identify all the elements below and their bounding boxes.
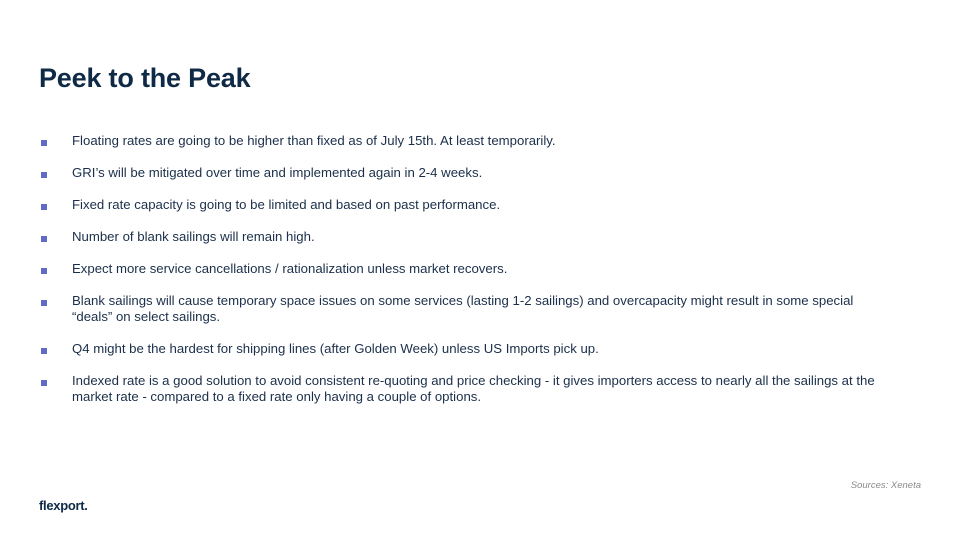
square-bullet-icon <box>40 165 72 181</box>
square-bullet-icon <box>40 133 72 149</box>
slide-title: Peek to the Peak <box>39 63 251 93</box>
bullet-text: GRI’s will be mitigated over time and implemented again in 2-4 weeks. <box>72 165 483 180</box>
bullet-text: Q4 might be the hardest for shipping lines (after Golden Week) unless US Imports pick up. <box>72 341 599 356</box>
bullet-text: Blank sailings will cause temporary space issues on some services (lasting 1-2 sailings) and overcapacity might result in some special “deals” on select sailings. <box>72 293 854 324</box>
source-note: Sources: Xeneta <box>850 480 921 491</box>
list-item <box>40 229 880 245</box>
square-bullet-icon <box>40 261 72 277</box>
square-bullet-icon <box>40 341 72 357</box>
list-item <box>40 165 880 181</box>
square-bullet-icon <box>40 293 72 309</box>
bullet-text: Number of blank sailings will remain high. <box>72 229 315 244</box>
bullet-text: Expect more service cancellations / rationalization unless market recovers. <box>72 261 508 276</box>
bullet-text: Indexed rate is a good solution to avoid consistent re-quoting and price checking - it gives importers access to nearly all the sailings at the market rate - compared to a fixed rate only having a couple of options. <box>72 373 875 404</box>
list-item <box>40 261 880 277</box>
list-item <box>40 293 880 325</box>
list-item <box>40 133 880 149</box>
list-item <box>40 373 880 405</box>
square-bullet-icon <box>40 229 72 245</box>
list-item <box>40 341 880 357</box>
bullet-text: Fixed rate capacity is going to be limited and based on past performance. <box>72 197 501 212</box>
list-item <box>40 197 880 213</box>
flexport-logo: flexport. <box>39 498 88 513</box>
bullet-text: Floating rates are going to be higher than fixed as of July 15th. At least temporarily. <box>72 133 556 148</box>
square-bullet-icon <box>40 197 72 213</box>
square-bullet-icon <box>40 373 72 389</box>
bullet-list <box>40 133 880 421</box>
